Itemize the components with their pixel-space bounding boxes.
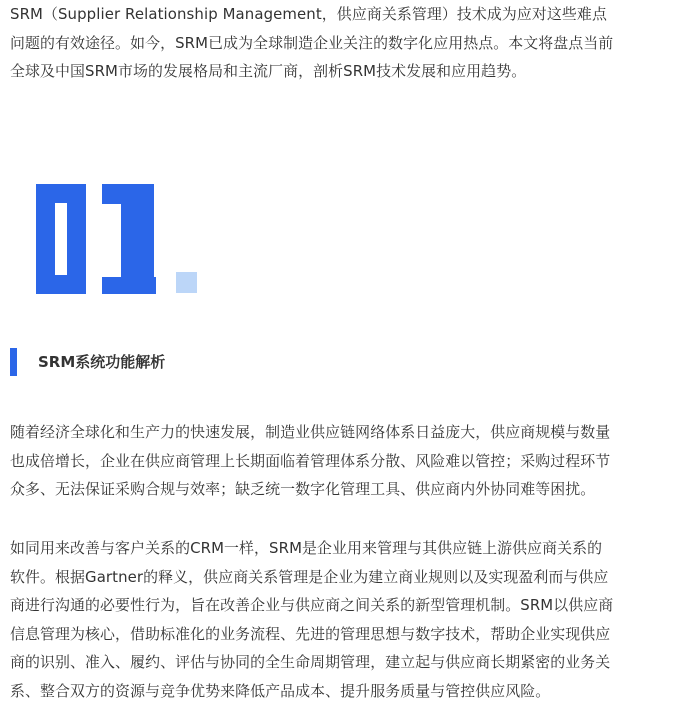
section-number-digit-one [102, 184, 156, 294]
text-line: 众多、无法保证采购合规与效率；缺乏统一数字化管理工具、供应商内外协同难等困扰。 [10, 480, 596, 498]
section-title: SRM系统功能解析 [38, 353, 166, 371]
text-line: 商进行沟通的必要性行为，旨在改善企业与供应商之间关系的新型管理机制。SRM以供应商 [10, 596, 614, 614]
text-line: 信息管理为核心，借助标准化的业务流程、先进的管理思想与数字技术，帮助企业实现供应 [10, 624, 611, 643]
text-line: SRM（Supplier Relationship Management，供应商关系管理）技术成为应对这些难点 [10, 5, 607, 23]
text-line: 也成倍增长，企业在供应商管理上长期面临着管理体系分散、风险难以管控；采购过程环节 [10, 451, 611, 470]
text-line: 系、整合双方的资源与竞争优势来降低产品成本、提升服务质量与管控供应风险。 [10, 681, 551, 700]
text-line: 如同用来改善与客户关系的CRM一样，SRM是企业用来管理与其供应链上游供应商关系的 [10, 539, 603, 557]
section-number-graphic [36, 184, 206, 294]
text-line: 随着经济全球化和生产力的快速发展，制造业供应链网络体系日益庞大，供应商规模与数量 [10, 423, 611, 441]
text-line: 全球及中国SRM市场的发展格局和主流厂商，剖析SRM技术发展和应用趋势。 [10, 62, 527, 80]
text-line: 软件。根据Gartner的释义，供应商关系管理是企业为建立商业规则以及实现盈利而与供应 [10, 567, 609, 586]
section-number-dot [176, 272, 197, 293]
intro-paragraph [10, 0, 670, 86]
section-title-accent-bar [10, 348, 17, 376]
text-line: 商的识别、准入、履约、评估与协同的全生命周期管理，建立起与供应商长期紧密的业务关 [10, 653, 611, 671]
body-paragraph-1 [10, 418, 670, 504]
text-line: 问题的有效途径。如今，SRM已成为全球制造企业关注的数字化应用热点。本文将盘点当前 [10, 33, 614, 52]
section-number-digit-zero [36, 184, 86, 294]
body-paragraph-2 [10, 534, 670, 705]
